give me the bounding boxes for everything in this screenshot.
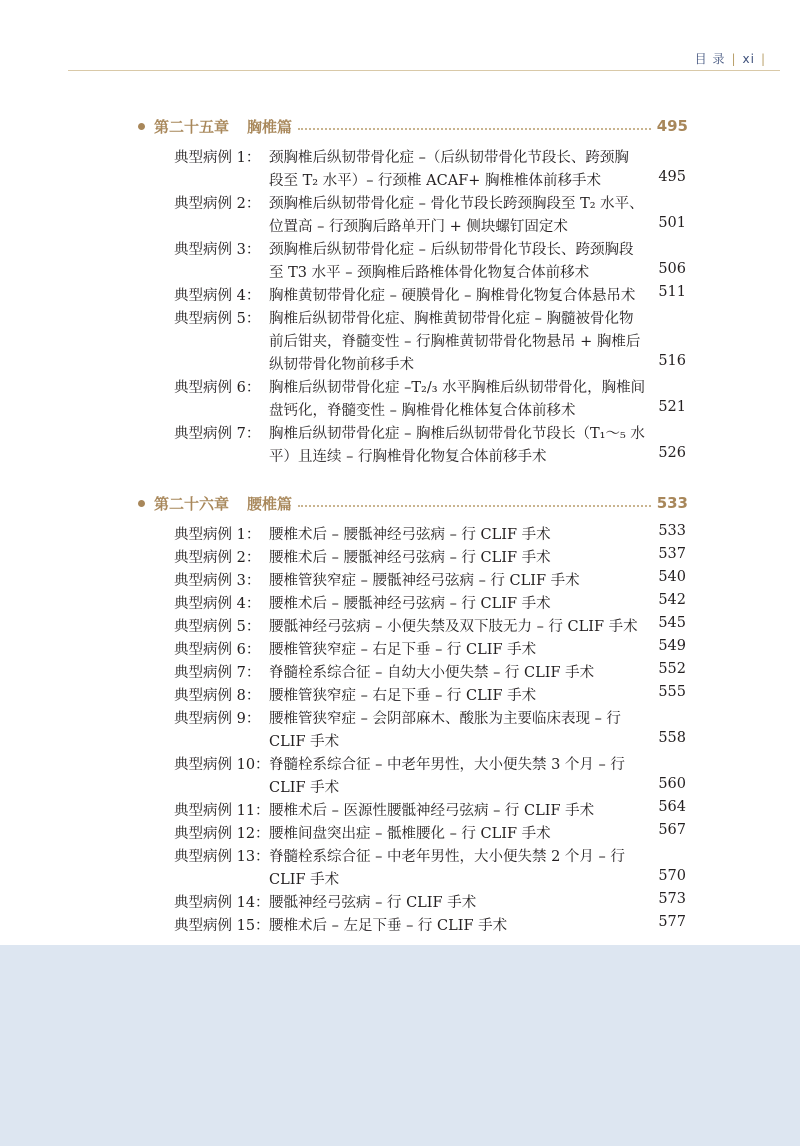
case-entry[interactable] [174,422,686,468]
case-page: 506 [658,261,686,277]
chapter-number: 第二十五章 [154,117,230,136]
case-entry[interactable] [174,845,686,891]
case-page: 567 [658,822,686,838]
case-page: 549 [658,638,686,654]
case-page: 558 [658,730,686,746]
case-label: 典型病例 10： [174,757,270,773]
case-entry[interactable] [174,615,686,638]
case-label: 典型病例 2： [174,550,261,566]
case-label: 典型病例 5： [174,619,261,635]
case-page: 577 [658,914,686,930]
case-page: 521 [658,399,686,415]
case-page: 545 [658,615,686,631]
case-label: 典型病例 5： [174,311,261,327]
case-title-line: 段至 T₂ 水平）– 行颈椎 ACAF+ 胸椎椎体前移手术 [269,173,602,189]
case-page: 552 [658,661,686,677]
case-title-line: CLIF 手术 [269,734,340,750]
case-title-line: 腰椎间盘突出症 – 骶椎腰化 – 行 CLIF 手术 [269,826,551,842]
section-title: 目 录 [694,52,726,66]
case-entry[interactable] [174,546,686,569]
bottom-color-band [0,945,800,1146]
case-label: 典型病例 7： [174,426,261,442]
case-label: 典型病例 6： [174,380,261,396]
case-title-line: 脊髓栓系综合征 – 中老年男性，大小便失禁 3 个月 – 行 [269,757,625,773]
case-title-line: 前后钳夹，脊髓变性 – 行胸椎黄韧带骨化物悬吊 + 胸椎后 [269,334,641,350]
case-title-line: 胸椎后纵韧带骨化症、胸椎黄韧带骨化症 – 胸髓被骨化物 [269,311,634,327]
case-label: 典型病例 9： [174,711,261,727]
case-page: 533 [658,523,686,539]
chapter-title: 胸椎篇 [247,117,293,136]
case-entry[interactable] [174,753,686,799]
chapter-page: 495 [656,117,688,135]
case-entry[interactable] [174,661,686,684]
case-title-line: 平）且连续 – 行胸椎骨化物复合体前移手术 [269,449,547,465]
case-entry[interactable] [174,146,686,192]
case-title-line: 腰椎术后 – 腰骶神经弓弦病 – 行 CLIF 手术 [269,550,551,566]
case-title-line: 盘钙化，脊髓变性 – 胸椎骨化椎体复合体前移术 [269,403,576,419]
case-entry[interactable] [174,707,686,753]
case-page: 573 [658,891,686,907]
case-title-line: 胸椎后纵韧带骨化症 –T₂/₃ 水平胸椎后纵韧带骨化，胸椎间 [269,380,646,396]
case-title-line: CLIF 手术 [269,780,340,796]
case-title-line: 腰椎术后 – 腰骶神经弓弦病 – 行 CLIF 手术 [269,527,551,543]
case-title-line: 胸椎后纵韧带骨化症 – 胸椎后纵韧带骨化节段长（T₁～₅ 水 [269,426,645,442]
case-page: 516 [658,353,686,369]
case-label: 典型病例 15： [174,918,270,934]
case-entry[interactable] [174,914,686,937]
case-label: 典型病例 6： [174,642,261,658]
case-label: 典型病例 2： [174,196,261,212]
case-page: 537 [658,546,686,562]
case-page: 570 [658,868,686,884]
case-title-line: 腰骶神经弓弦病 – 行 CLIF 手术 [269,895,477,911]
chapter-heading[interactable] [138,115,688,137]
case-label: 典型病例 12： [174,826,270,842]
case-entry[interactable] [174,569,686,592]
case-label: 典型病例 4： [174,288,261,304]
case-entry[interactable] [174,284,686,307]
case-title-line: 脊髓栓系综合征 – 中老年男性，大小便失禁 2 个月 – 行 [269,849,625,865]
case-title-line: 腰椎术后 – 腰骶神经弓弦病 – 行 CLIF 手术 [269,596,551,612]
dot-leader [298,128,651,130]
case-entry[interactable] [174,799,686,822]
case-entry[interactable] [174,307,686,376]
case-entry[interactable] [174,684,686,707]
chapter-page: 533 [656,494,688,512]
bullet-icon [138,123,145,130]
case-page: 560 [658,776,686,792]
case-label: 典型病例 13： [174,849,270,865]
case-label: 典型病例 3： [174,242,261,258]
case-title-line: 腰椎管狭窄症 – 右足下垂 – 行 CLIF 手术 [269,642,537,658]
running-header [695,50,772,67]
case-label: 典型病例 1： [174,527,261,543]
case-page: 526 [658,445,686,461]
case-page: 501 [658,215,686,231]
case-title-line: 胸椎黄韧带骨化症 – 硬膜骨化 – 胸椎骨化物复合体悬吊术 [269,288,636,304]
case-title-line: 位置高 – 行颈胸后路单开门 + 侧块螺钉固定术 [269,219,568,235]
case-label: 典型病例 11： [174,803,270,819]
case-title-line: CLIF 手术 [269,872,340,888]
case-entry[interactable] [174,891,686,914]
case-title-line: 颈胸椎后纵韧带骨化症 – 骨化节段长跨颈胸段至 T₂ 水平、 [269,196,644,212]
case-page: 540 [658,569,686,585]
case-entry[interactable] [174,592,686,615]
chapter-title: 腰椎篇 [247,494,293,513]
dot-leader [298,505,651,507]
case-label: 典型病例 8： [174,688,261,704]
case-title-line: 至 T3 水平 – 颈胸椎后路椎体骨化物复合体前移术 [269,265,590,281]
case-page: 555 [658,684,686,700]
case-title-line: 腰椎管狭窄症 – 会阴部麻木、酸胀为主要临床表现 – 行 [269,711,621,727]
case-label: 典型病例 1： [174,150,261,166]
case-entry[interactable] [174,523,686,546]
case-page: 511 [658,284,686,300]
case-title-line: 腰椎管狭窄症 – 右足下垂 – 行 CLIF 手术 [269,688,537,704]
case-title-line: 颈胸椎后纵韧带骨化症 – 后纵韧带骨化节段长、跨颈胸段 [269,242,634,258]
case-label: 典型病例 4： [174,596,261,612]
page-number: xi [742,52,755,66]
case-entry[interactable] [174,192,686,238]
case-title-line: 脊髓栓系综合征 – 自幼大小便失禁 – 行 CLIF 手术 [269,665,595,681]
chapter-number: 第二十六章 [154,494,230,513]
case-page: 542 [658,592,686,608]
case-page: 495 [658,169,686,185]
case-label: 典型病例 7： [174,665,261,681]
case-title-line: 腰骶神经弓弦病 – 小便失禁及双下肢无力 – 行 CLIF 手术 [269,619,638,635]
header-divider: | [731,52,737,66]
page-header [68,40,780,71]
case-title-line: 腰椎术后 – 医源性腰骶神经弓弦病 – 行 CLIF 手术 [269,803,595,819]
header-divider: | [760,52,766,66]
case-title-line: 腰椎术后 – 左足下垂 – 行 CLIF 手术 [269,918,508,934]
case-page: 564 [658,799,686,815]
case-entry[interactable] [174,638,686,661]
chapter-heading[interactable] [138,492,688,514]
case-entry[interactable] [174,822,686,845]
case-label: 典型病例 14： [174,895,270,911]
case-entry[interactable] [174,376,686,422]
bullet-icon [138,500,145,507]
case-entry[interactable] [174,238,686,284]
case-title-line: 腰椎管狭窄症 – 腰骶神经弓弦病 – 行 CLIF 手术 [269,573,580,589]
case-title-line: 纵韧带骨化物前移手术 [269,357,414,373]
case-label: 典型病例 3： [174,573,261,589]
case-title-line: 颈胸椎后纵韧带骨化症 –（后纵韧带骨化节段长、跨颈胸 [269,150,629,166]
